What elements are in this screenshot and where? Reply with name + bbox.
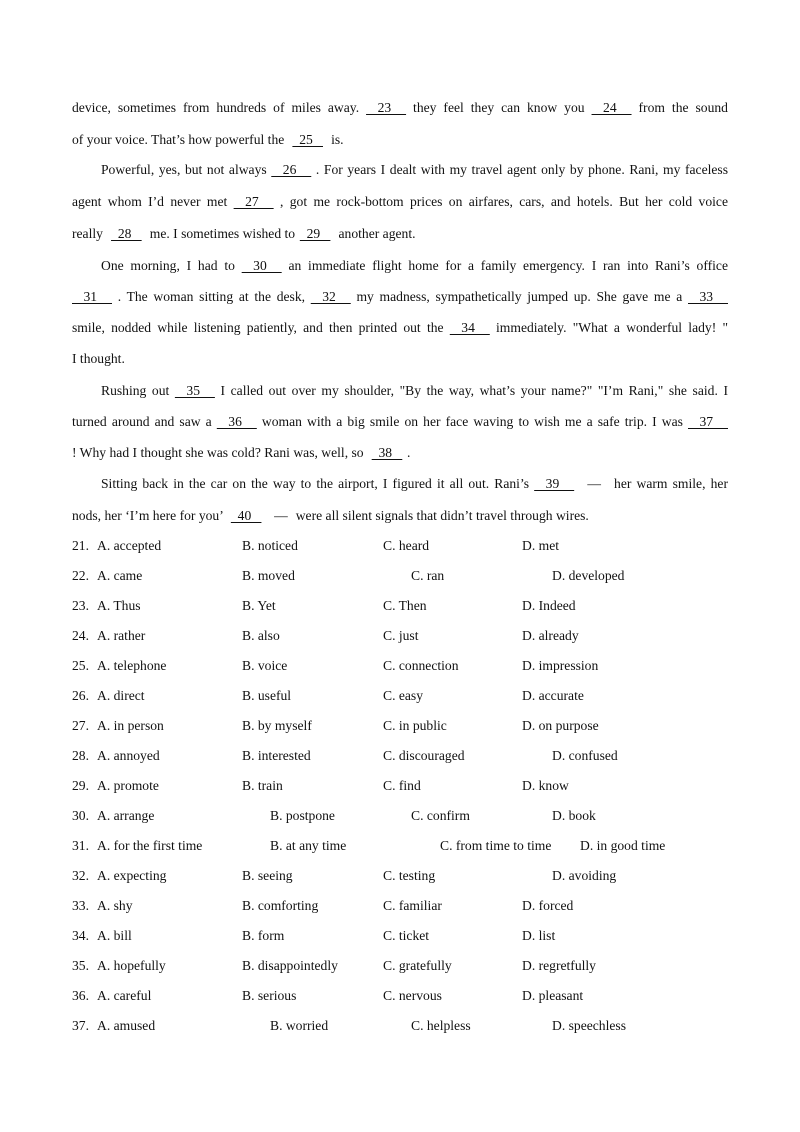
option-c[interactable]: C. ticket (383, 928, 430, 943)
question-number: 26. (72, 688, 89, 703)
passage-text: from the sound (638, 100, 728, 115)
option-a[interactable]: A. careful (97, 988, 152, 1003)
question-row-21 (72, 538, 728, 554)
option-b[interactable]: B. serious (242, 988, 297, 1003)
passage-text: of your voice. That’s how powerful the (72, 132, 288, 147)
passage-line (72, 320, 728, 336)
passage-line (72, 414, 728, 430)
option-c[interactable]: C. testing (383, 868, 436, 883)
option-c[interactable]: C. heard (383, 538, 430, 553)
question-number: 22. (72, 568, 89, 583)
question-number: 24. (72, 628, 89, 643)
passage-text: turned around and saw a (72, 414, 217, 429)
option-a[interactable]: A. promote (97, 778, 159, 793)
option-d[interactable]: D. regretfully (522, 958, 596, 973)
option-c[interactable]: C. confirm (411, 808, 470, 823)
option-b[interactable]: B. Yet (242, 598, 276, 613)
option-c[interactable]: C. discouraged (383, 748, 465, 763)
option-d[interactable]: D. speechless (552, 1018, 626, 1033)
option-b[interactable]: B. useful (242, 688, 292, 703)
blank-39: 39 (534, 476, 575, 491)
question-row-37 (72, 1018, 728, 1034)
passage-line (72, 132, 728, 148)
passage-text: I thought. (72, 351, 125, 366)
passage-text: Powerful, yes, but not always (101, 162, 272, 177)
option-d[interactable]: D. forced (522, 898, 574, 913)
question-number: 33. (72, 898, 89, 913)
question-row-32 (72, 868, 728, 884)
passage-text: agent whom I’d never met (72, 194, 234, 209)
option-b[interactable]: B. comforting (242, 898, 319, 913)
question-number: 30. (72, 808, 89, 823)
option-b[interactable]: B. by myself (242, 718, 312, 733)
passage-text: woman with a big smile on her face waving to wish me a safe trip. I was (261, 414, 688, 429)
passage-line (72, 445, 728, 461)
option-d[interactable]: D. know (522, 778, 569, 793)
question-number: 28. (72, 748, 89, 763)
blank-27: 27 (233, 194, 274, 209)
passage-line (72, 194, 728, 210)
question-row-23 (72, 598, 728, 614)
option-b[interactable]: B. voice (242, 658, 288, 673)
blank-30: 30 (241, 258, 282, 273)
dash: — (274, 508, 288, 523)
passage-text: Sitting back in the car on the way to the airport, I figured it all out. Rani’s (101, 476, 535, 491)
option-d[interactable]: D. pleasant (522, 988, 584, 1003)
option-b[interactable]: B. at any time (270, 838, 347, 853)
blank-25: 25 (292, 132, 323, 147)
question-row-25 (72, 658, 728, 674)
option-c[interactable]: C. connection (383, 658, 459, 673)
passage-text: immediately. "What a wonderful lady! " (496, 320, 728, 335)
passage-text: . For years I dealt with my travel agent only by phone. Rani, my faceless (315, 162, 728, 177)
dash: — (587, 476, 601, 491)
option-d[interactable]: D. in good time (580, 838, 666, 853)
passage-text: One morning, I had to (101, 258, 242, 273)
option-c[interactable]: C. helpless (411, 1018, 471, 1033)
option-b[interactable]: B. noticed (242, 538, 298, 553)
option-c[interactable]: C. in public (383, 718, 447, 733)
question-row-31 (72, 838, 728, 854)
option-c[interactable]: C. nervous (383, 988, 442, 1003)
question-row-27 (72, 718, 728, 734)
option-b[interactable]: B. postpone (270, 808, 335, 823)
option-a[interactable]: A. annoyed (97, 748, 160, 763)
question-row-28 (72, 748, 728, 764)
blank-31: 31 (72, 289, 112, 304)
passage-text: another agent. (335, 226, 416, 241)
passage-text: , got me rock-bottom prices on airfares, cars, and hotels. But her cold voice (279, 194, 728, 209)
passage-line (101, 162, 728, 178)
option-a[interactable]: A. shy (97, 898, 133, 913)
passage-text: really (72, 226, 107, 241)
question-row-26 (72, 688, 728, 704)
option-b[interactable]: B. train (242, 778, 283, 793)
option-d[interactable]: D. met (522, 538, 559, 553)
option-a[interactable]: A. bill (97, 928, 132, 943)
option-a[interactable]: A. in person (97, 718, 164, 733)
question-row-33 (72, 898, 728, 914)
passage-text: her warm smile, her (614, 476, 728, 491)
blank-38: 38 (371, 445, 403, 460)
option-d[interactable]: D. Indeed (522, 598, 576, 613)
option-d[interactable]: D. list (522, 928, 556, 943)
option-a[interactable]: A. Thus (97, 598, 141, 613)
option-a[interactable]: A. direct (97, 688, 145, 703)
blank-40: 40 (230, 508, 262, 523)
option-d[interactable]: D. book (552, 808, 596, 823)
question-number: 32. (72, 868, 89, 883)
blank-28: 28 (111, 226, 142, 241)
blank-24: 24 (591, 100, 632, 115)
passage-text: I called out over my shoulder, "By the way, what’s your name?" "I’m Rani," she said. I (220, 383, 728, 398)
passage-line (101, 476, 728, 492)
question-number: 21. (72, 538, 89, 553)
option-b[interactable]: B. disappointedly (242, 958, 338, 973)
passage-text: device, sometimes from hundreds of miles away. (72, 100, 367, 115)
option-a[interactable]: A. accepted (97, 538, 162, 553)
passage-line (101, 258, 728, 274)
option-d[interactable]: D. impression (522, 658, 599, 673)
option-c[interactable]: C. just (383, 628, 419, 643)
passage-line (72, 351, 728, 367)
option-a[interactable]: A. rather (97, 628, 146, 643)
blank-23: 23 (366, 100, 407, 115)
option-a[interactable]: A. came (97, 568, 143, 583)
option-a[interactable]: A. for the first time (97, 838, 203, 853)
passage-line (72, 508, 728, 524)
question-number: 25. (72, 658, 89, 673)
question-row-36 (72, 988, 728, 1004)
question-number: 27. (72, 718, 89, 733)
option-b[interactable]: B. interested (242, 748, 311, 763)
passage-line (72, 226, 728, 242)
question-number: 36. (72, 988, 89, 1003)
option-d[interactable]: D. already (522, 628, 579, 643)
passage-text: is. (327, 132, 344, 147)
blank-37: 37 (688, 414, 728, 429)
question-row-24 (72, 628, 728, 644)
question-row-30 (72, 808, 728, 824)
passage-text: smile, nodded while listening patiently, and then printed out the (72, 320, 450, 335)
option-b[interactable]: B. moved (242, 568, 295, 583)
passage-text: Rushing out (101, 383, 175, 398)
passage-text: . The woman sitting at the desk, (117, 289, 311, 304)
option-a[interactable]: A. expecting (97, 868, 167, 883)
question-number: 34. (72, 928, 89, 943)
option-b[interactable]: B. form (242, 928, 285, 943)
option-d[interactable]: D. avoiding (552, 868, 617, 883)
question-number: 37. (72, 1018, 89, 1033)
question-row-29 (72, 778, 728, 794)
option-a[interactable]: A. hopefully (97, 958, 166, 973)
question-row-22 (72, 568, 728, 584)
option-b[interactable]: B. seeing (242, 868, 293, 883)
question-number: 35. (72, 958, 89, 973)
passage-text: me. I sometimes wished to (146, 226, 296, 241)
option-b[interactable]: B. worried (270, 1018, 329, 1033)
blank-29: 29 (299, 226, 331, 241)
question-row-34 (72, 928, 728, 944)
passage-text: my madness, sympathetically jumped up. She gave me a (356, 289, 688, 304)
option-d[interactable]: D. on purpose (522, 718, 599, 733)
option-a[interactable]: A. amused (97, 1018, 156, 1033)
option-c[interactable]: C. gratefully (383, 958, 452, 973)
blank-34: 34 (449, 320, 490, 335)
option-a[interactable]: A. telephone (97, 658, 167, 673)
passage-text: an immediate flight home for a family emergency. I ran into Rani’s office (288, 258, 728, 273)
option-b[interactable]: B. also (242, 628, 280, 643)
option-c[interactable]: C. familiar (383, 898, 442, 913)
option-c[interactable]: C. find (383, 778, 421, 793)
passage-text: were all silent signals that didn’t travel through wires. (295, 508, 589, 523)
passage-line (101, 383, 728, 399)
option-c[interactable]: C. ran (411, 568, 445, 583)
blank-35: 35 (174, 383, 215, 398)
blank-36: 36 (216, 414, 257, 429)
passage-text: they feel they can know you (413, 100, 592, 115)
question-row-35 (72, 958, 728, 974)
option-c[interactable]: C. from time to time (440, 838, 552, 853)
passage-text: nods, her ‘I’m here for you’ (72, 508, 227, 523)
option-d[interactable]: D. accurate (522, 688, 584, 703)
blank-26: 26 (271, 162, 312, 177)
passage-text: . (406, 445, 411, 460)
passage-text: ! Why had I thought she was cold? Rani was, well, so (72, 445, 367, 460)
option-a[interactable]: A. arrange (97, 808, 155, 823)
option-c[interactable]: C. easy (383, 688, 424, 703)
question-number: 31. (72, 838, 89, 853)
option-c[interactable]: C. Then (383, 598, 427, 613)
option-d[interactable]: D. developed (552, 568, 625, 583)
passage-line (72, 289, 728, 305)
question-number: 29. (72, 778, 89, 793)
passage-line (72, 100, 728, 116)
question-number: 23. (72, 598, 89, 613)
blank-32: 32 (310, 289, 351, 304)
option-d[interactable]: D. confused (552, 748, 618, 763)
blank-33: 33 (688, 289, 728, 304)
